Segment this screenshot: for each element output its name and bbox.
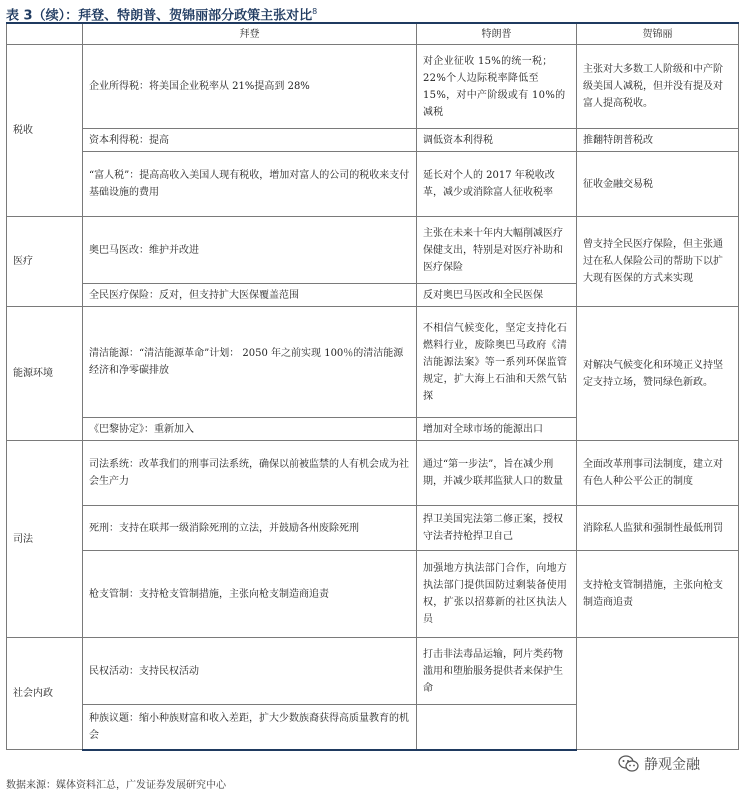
category-cell-tax: 税收: [7, 45, 83, 217]
header-harris: 贺锦丽: [577, 23, 739, 45]
table-header-row: [7, 23, 739, 45]
harris-cell: 曾支持全民医疗保险，但主张通过在私人保险公司的帮助下以扩大现有医保的方式来实现: [577, 217, 739, 307]
biden-cell: 《巴黎协定》：重新加入: [83, 418, 417, 441]
trump-cell: 延长对个人的 2017 年税收改革，减少或消除富人征收税率: [417, 152, 577, 217]
category-cell-energy: 能源环境: [7, 307, 83, 441]
table-row: [7, 45, 739, 129]
harris-cell: 全面改革刑事司法制度，建立对有色人种公平公正的制度: [577, 441, 739, 506]
biden-cell: 资本利得税：提高: [83, 129, 417, 152]
title-footnote-marker: 8: [312, 7, 318, 16]
harris-cell: 推翻特朗普税改: [577, 129, 739, 152]
table-row: [7, 551, 739, 638]
header-category: [7, 23, 83, 45]
harris-cell: [577, 638, 739, 750]
header-trump: 特朗普: [417, 23, 577, 45]
table-title-text: 表 3（续）：拜登、特朗普、贺锦丽部分政策主张对比: [6, 8, 313, 24]
table-row: [7, 506, 739, 551]
wechat-icon: [618, 755, 640, 773]
biden-cell: 种族议题：缩小种族财富和收入差距，扩大少数族裔获得高质量教育的机会: [83, 705, 417, 750]
trump-cell: 调低资本利得税: [417, 129, 577, 152]
category-cell-justice: 司法: [7, 441, 83, 638]
table-row: [7, 217, 739, 284]
biden-cell: 民权活动：支持民权活动: [83, 638, 417, 705]
data-source-note: 数据来源：媒体资料汇总，广发证券发展研究中心: [6, 780, 226, 791]
table-row: [7, 307, 739, 418]
harris-cell: 主张对大多数工人阶级和中产阶级美国人减税，但并没有提及对富人提高税收。: [577, 45, 739, 129]
trump-cell: 打击非法毒品运输，阿片类药物滥用和堕胎服务提供者来保护生命: [417, 638, 577, 705]
table-row: [7, 441, 739, 506]
trump-cell: 对企业征收 15%的统一税；22%个人边际税率降低至 15%，对中产阶级或有 10%的减税: [417, 45, 577, 129]
biden-cell: 全民医疗保险：反对，但支持扩大医保覆盖范围: [83, 284, 417, 307]
category-cell-healthcare: 医疗: [7, 217, 83, 307]
table-row: [7, 638, 739, 705]
biden-cell: 奥巴马医改：维护并改进: [83, 217, 417, 284]
table-row: [7, 152, 739, 217]
trump-cell: 加强地方执法部门合作，向地方执法部门提供国防过剩装备使用权，扩张以招募新的社区执法人员: [417, 551, 577, 638]
trump-cell: 捍卫美国宪法第二修正案，授权守法者持枪捍卫自己: [417, 506, 577, 551]
trump-cell: 主张在未来十年内大幅削减医疗保健支出，特别是对医疗补助和医疗保险: [417, 217, 577, 284]
biden-cell: 死刑：支持在联邦一级消除死刑的立法，并鼓励各州废除死刑: [83, 506, 417, 551]
table-title: [6, 2, 317, 22]
trump-cell: [417, 705, 577, 750]
trump-cell: 通过“第一步法”，旨在减少刑期，并减少联邦监狱人口的数量: [417, 441, 577, 506]
harris-cell: 支持枪支管制措施，主张向枪支制造商追责: [577, 551, 739, 638]
harris-cell: 消除私人监狱和强制性最低刑罚: [577, 506, 739, 551]
harris-cell: 征收金融交易税: [577, 152, 739, 217]
trump-cell: 反对奥巴马医改和全民医保: [417, 284, 577, 307]
table-row: [7, 129, 739, 152]
biden-cell: 企业所得税：将美国企业税率从 21%提高到 28%: [83, 45, 417, 129]
watermark-text: 静观金融: [644, 757, 700, 773]
watermark: [618, 751, 700, 777]
trump-cell: 增加对全球市场的能源出口: [417, 418, 577, 441]
trump-cell: 不相信气候变化，坚定支持化石燃料行业，废除奥巴马政府《清洁能源法案》等一系列环保监管规定，扩大海上石油和天然气钻探: [417, 307, 577, 418]
biden-cell: 司法系统：改革我们的刑事司法系统，确保以前被监禁的人有机会成为社会生产力: [83, 441, 417, 506]
biden-cell: 清洁能源：“清洁能源革命”计划： 2050 年之前实现 100％的清洁能源经济和净零碳排放: [83, 307, 417, 418]
category-cell-social: 社会内政: [7, 638, 83, 750]
policy-comparison-table: [6, 22, 739, 751]
biden-cell: 枪支管制：支持枪支管制措施，主张向枪支制造商追责: [83, 551, 417, 638]
harris-cell: 对解决气候变化和环境正义持坚定支持立场，赞同绿色新政。: [577, 307, 739, 441]
header-biden: 拜登: [83, 23, 417, 45]
biden-cell: “富人税”：提高高收入美国人现有税收，增加对富人的公司的税收来支付基础设施的费用: [83, 152, 417, 217]
